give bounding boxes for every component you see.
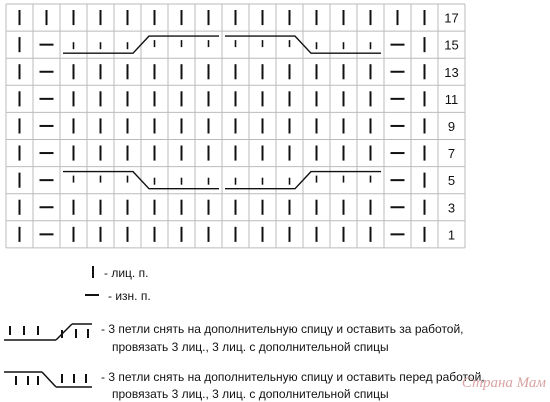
row-number: 7	[447, 146, 456, 162]
legend-purl-label: - изн. п.	[108, 289, 151, 303]
row-number: 9	[447, 118, 456, 134]
row-number: 11	[444, 91, 459, 107]
cable-back-symbol	[2, 320, 94, 347]
row-number: 17	[444, 10, 459, 26]
purl-symbol	[83, 287, 101, 308]
row-number: 15	[444, 37, 459, 53]
knit-symbol	[88, 264, 98, 285]
row-numbers	[444, 11, 458, 243]
legend-cable-back-line2: провязать 3 лиц., 3 лиц. с дополнительной спицы	[112, 340, 389, 354]
legend-cable-front-line2: провязать 3 лиц., 3 лиц. с дополнительной спицы	[112, 387, 389, 401]
legend-cable-front-line1: - 3 петли снять на дополнительную спицу и оставить перед работой,	[101, 370, 485, 384]
row-number: 3	[447, 200, 456, 216]
watermark: Страна Мам	[461, 375, 546, 391]
cable-front-symbol	[2, 368, 94, 395]
row-number: 5	[447, 173, 456, 189]
legend-knit-label: - лиц. п.	[104, 266, 149, 280]
legend-cable-back-line1: - 3 петли снять на дополнительную спицу и оставить за работой,	[101, 322, 464, 336]
row-number: 1	[447, 227, 456, 243]
row-number: 13	[444, 64, 459, 80]
